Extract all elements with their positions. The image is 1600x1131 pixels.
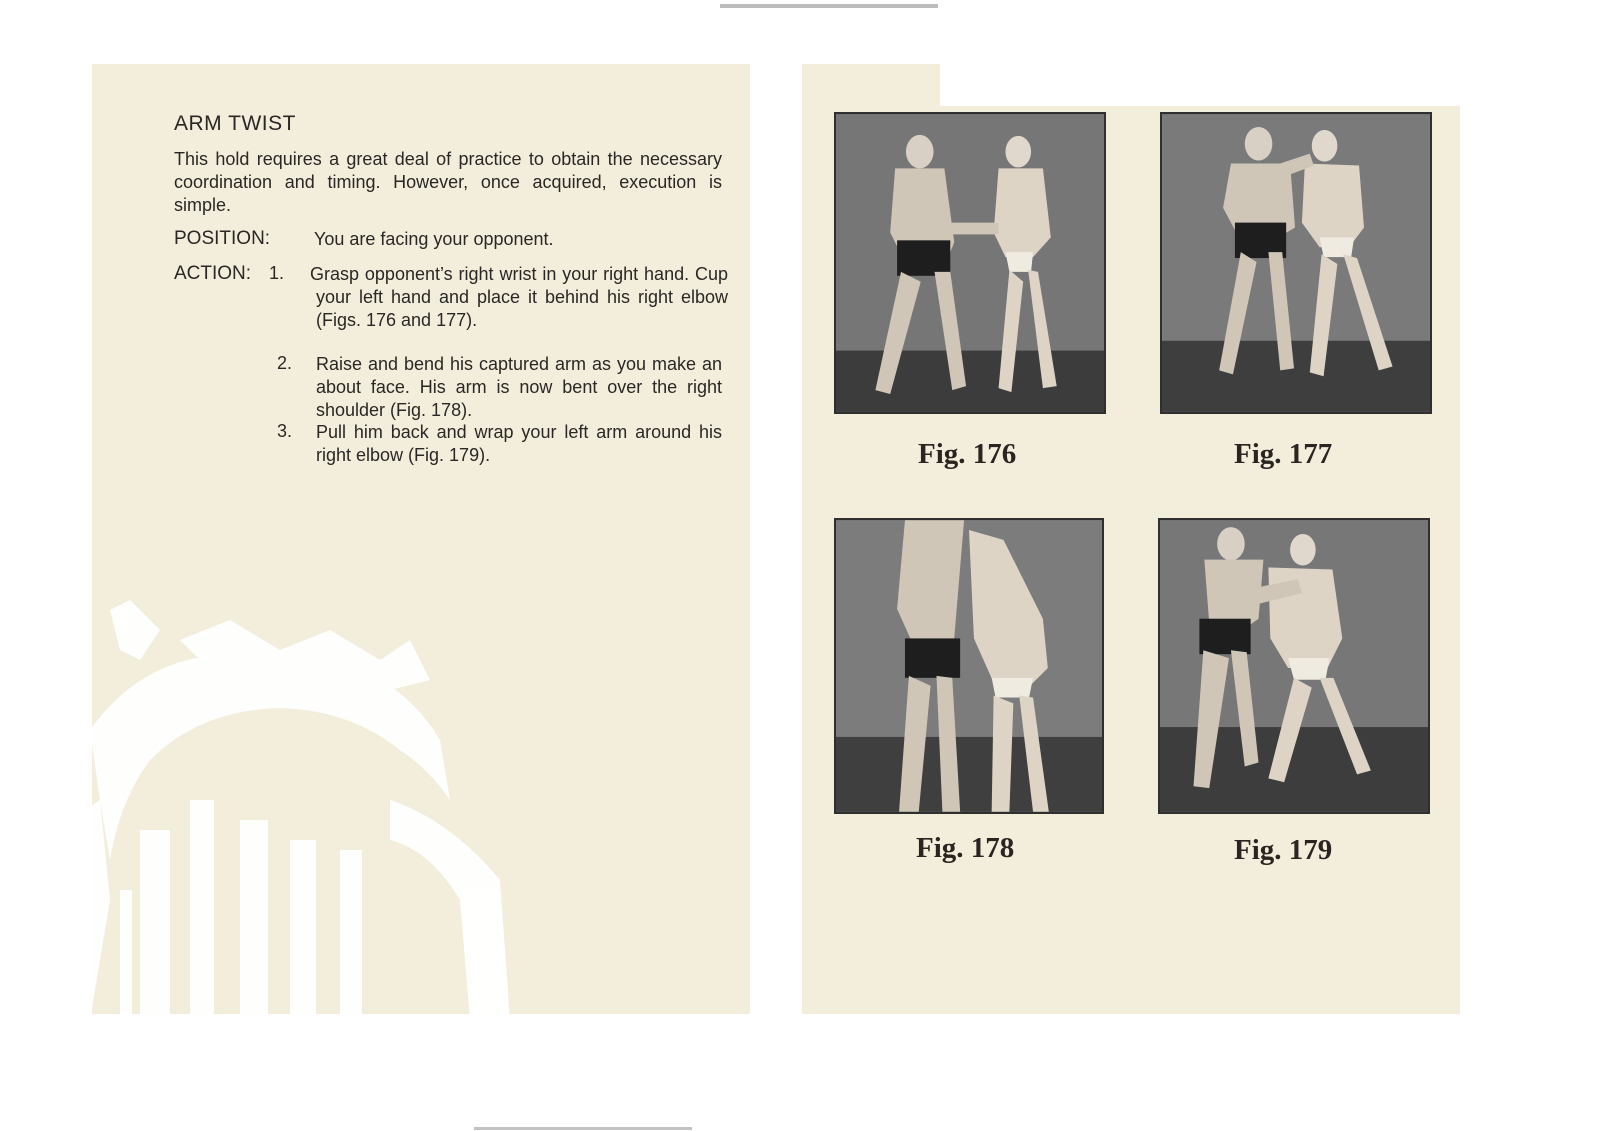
step-text: Grasp opponent’s right wrist in your right hand. Cup your left hand and place it behind his right elbow (Figs. 176 and 177). xyxy=(310,264,728,330)
step-text: Raise and bend his captured arm as you make an about face. His arm is now bent over the right shoulder (Fig. 178). xyxy=(316,354,722,420)
figure-photo-177 xyxy=(1160,112,1432,414)
arch-illustration xyxy=(30,600,540,1020)
intro-paragraph: This hold requires a great deal of practice to obtain the necessary coordination and timing. However, once acquired, execution is simple. xyxy=(174,149,722,215)
action-label: ACTION: xyxy=(174,263,252,284)
step-number: 3. xyxy=(276,421,292,441)
scan-edge-top xyxy=(720,4,938,8)
wrestlers-photo-icon xyxy=(1162,114,1430,412)
section-heading: ARM TWIST xyxy=(174,112,296,135)
figure-caption: Fig. 178 xyxy=(916,832,1015,864)
scan-edge-bottom xyxy=(474,1127,692,1130)
position-text: You are facing your opponent. xyxy=(314,229,554,249)
figure-caption: Fig. 176 xyxy=(918,438,1017,470)
step-number: 2. xyxy=(276,353,292,373)
position-label: POSITION: xyxy=(174,228,271,249)
wrestlers-photo-icon xyxy=(836,520,1102,812)
wrestlers-photo-icon xyxy=(836,114,1104,412)
wrestlers-photo-icon xyxy=(1160,520,1428,812)
figure-photo-178 xyxy=(834,518,1104,814)
step-number: 1. xyxy=(268,263,284,283)
step-text: Pull him back and wrap your left arm around his right elbow (Fig. 179). xyxy=(316,422,722,465)
figure-caption: Fig. 177 xyxy=(1234,438,1333,470)
figure-photo-179 xyxy=(1158,518,1430,814)
figure-photo-176 xyxy=(834,112,1106,414)
figure-caption: Fig. 179 xyxy=(1234,834,1333,866)
page-corner-cut xyxy=(940,64,1460,106)
